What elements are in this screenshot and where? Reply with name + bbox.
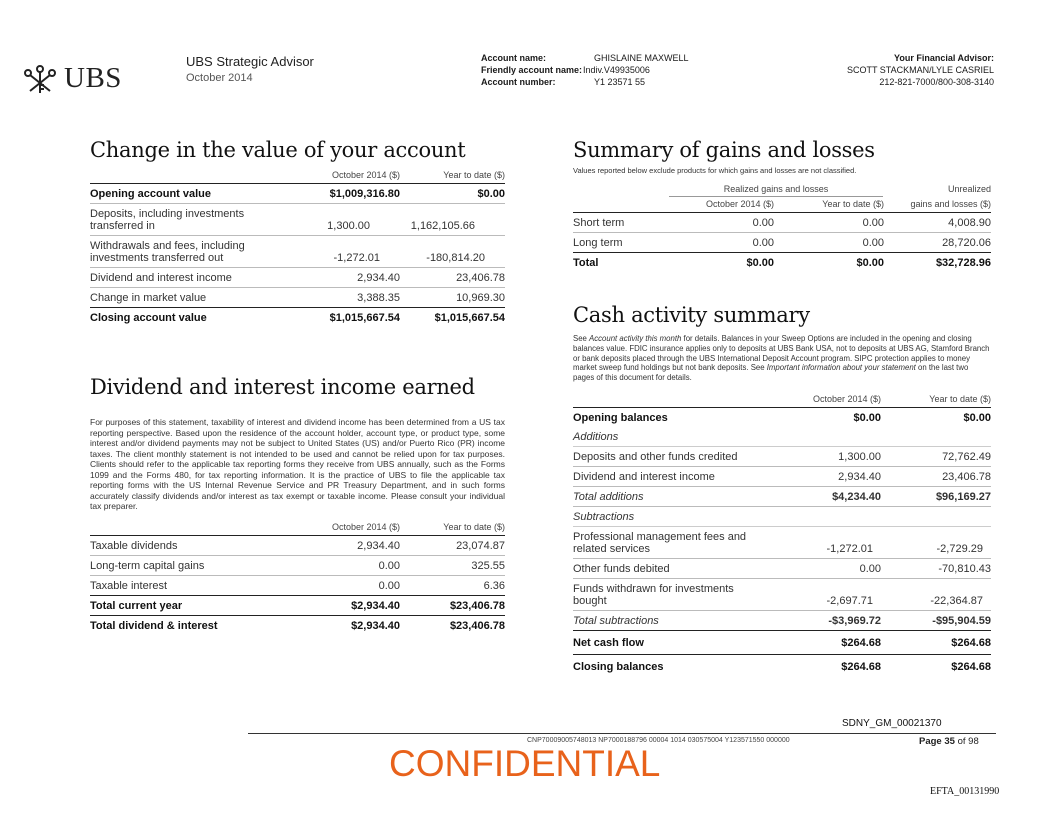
realized-header: Realized gains and losses <box>669 184 883 197</box>
row-value: -1,272.01 <box>333 252 380 264</box>
table-row <box>573 631 991 655</box>
cash-note <box>573 334 991 383</box>
advisor-phone: 212-821-7000/800-308-3140 <box>879 77 994 87</box>
row-value: -22,364.87 <box>930 595 983 607</box>
row-value: -$3,969.72 <box>828 615 881 627</box>
col-header: Year to date ($) <box>822 199 884 209</box>
row-value: 3,388.35 <box>357 292 400 304</box>
row-value: 0.00 <box>378 580 400 592</box>
table-row <box>90 236 505 268</box>
table-row <box>90 536 505 556</box>
row-value: $264.68 <box>841 637 881 649</box>
table-row <box>573 408 991 427</box>
row-value: 1,300.00 <box>327 220 370 232</box>
cash-note-text: See <box>573 334 590 343</box>
row-value: 1,162,105.66 <box>410 220 475 232</box>
dividend-table <box>90 522 505 635</box>
row-value: 0.00 <box>862 217 884 229</box>
row-value: -2,697.71 <box>826 595 873 607</box>
cash-note-text: on the last two pages of this document for details. <box>573 363 969 383</box>
cash-note-text: Important information about your statement <box>766 363 916 373</box>
row-value: $0.00 <box>477 188 505 200</box>
row-label: Total dividend & interest <box>90 620 218 632</box>
table-row <box>90 308 505 327</box>
table-row <box>90 184 505 204</box>
row-value: $1,015,667.54 <box>434 312 505 324</box>
row-label: Opening balances <box>573 412 668 424</box>
row-label: Change in market value <box>90 292 207 304</box>
table-row <box>573 487 991 507</box>
col-header: October 2014 ($) <box>705 199 774 209</box>
col-header: Year to date ($) <box>929 394 991 404</box>
row-label: Total current year <box>90 600 183 612</box>
row-value: $2,934.40 <box>351 600 400 612</box>
row-value: 72,762.49 <box>942 451 991 463</box>
row-value: 23,406.78 <box>942 471 991 483</box>
col-header: October 2014 ($) <box>812 394 881 404</box>
table-row <box>573 233 991 253</box>
advisor-name: SCOTT STACKMAN/LYLE CASRIEL <box>846 65 994 75</box>
row-label: Funds withdrawn for investments bought <box>573 583 734 607</box>
row-value: 0.00 <box>752 217 774 229</box>
cash-note-text: Account activity this month <box>589 334 682 343</box>
row-label: Opening account value <box>90 188 212 200</box>
table-row <box>90 616 505 635</box>
row-label: Long term <box>573 237 623 249</box>
table-row <box>90 288 505 308</box>
row-value: $96,169.27 <box>935 491 991 503</box>
change-title: Change in the value of your account <box>90 138 466 162</box>
table-row <box>90 268 505 288</box>
row-value: $1,009,316.80 <box>329 188 400 200</box>
row-value: $2,934.40 <box>351 620 400 632</box>
footer-rule <box>248 733 996 734</box>
row-value: -180,814.20 <box>426 252 485 264</box>
footer-code: CNP70009005748013 NP7000188796 00004 1014 030575004 Y123571550 000000 <box>527 737 790 744</box>
row-value: 23,406.78 <box>456 272 505 284</box>
efta-number: EFTA_00131990 <box>930 786 1000 797</box>
gains-title: Summary of gains and losses <box>573 138 875 162</box>
statement-period: October 2014 <box>186 72 253 84</box>
row-value: $0.00 <box>853 412 881 424</box>
row-label: Taxable interest <box>90 580 168 592</box>
row-value: $23,406.78 <box>449 600 505 612</box>
row-label: Professional management fees and related services <box>573 531 747 555</box>
row-value: 325.55 <box>471 560 505 572</box>
row-value: 0.00 <box>378 560 400 572</box>
row-label: Deposits, including investments transferred in <box>90 208 245 232</box>
row-label: Long-term capital gains <box>90 560 205 572</box>
row-value: $4,234.40 <box>832 491 881 503</box>
row-value: $0.00 <box>963 412 991 424</box>
page-of: of <box>957 736 966 747</box>
page-number <box>919 736 979 747</box>
product-name: UBS Strategic Advisor <box>186 54 314 69</box>
row-value: 0.00 <box>859 563 881 575</box>
row-label: Closing balances <box>573 661 664 673</box>
row-value: $32,728.96 <box>935 257 991 269</box>
row-value: 6.36 <box>483 580 505 592</box>
friendly-name-label: Friendly account name: <box>481 65 583 75</box>
cash-table <box>573 394 991 678</box>
account-name-value: GHISLAINE MAXWELL <box>594 53 689 63</box>
row-value: $1,015,667.54 <box>329 312 400 324</box>
cash-note-text: for details. Balances in your Sweep Options are included in the opening and closing balances value. FDIC insurance applies only to deposits at UBS Bank USA, not to deposits at UBS AG, Stamford Branch or bank deposits placed through the UBS International Deposit Account program. SIPC protection applies to money market sweep fund holdings but not bank deposits. See <box>573 334 990 373</box>
row-value: $264.68 <box>951 661 991 673</box>
table-row <box>573 527 991 559</box>
unrealized-header: Unrealized <box>947 184 991 194</box>
col-header: Year to date ($) <box>443 522 505 532</box>
gains-table <box>573 184 991 272</box>
product-block <box>186 54 314 84</box>
table-row <box>573 213 991 233</box>
row-value: 0.00 <box>752 237 774 249</box>
table-header <box>90 522 505 536</box>
page-current: 35 <box>944 736 955 747</box>
row-label: Total additions <box>573 491 644 503</box>
page-word: Page <box>919 736 942 747</box>
table-row <box>90 556 505 576</box>
row-label: Total subtractions <box>573 615 659 627</box>
row-value: $264.68 <box>841 661 881 673</box>
col-header: October 2014 ($) <box>331 170 400 180</box>
change-table <box>90 170 505 327</box>
page-total: 98 <box>968 736 979 747</box>
table-header <box>90 170 505 184</box>
row-label: Closing account value <box>90 312 207 324</box>
table-row <box>573 579 991 611</box>
table-row <box>573 611 991 631</box>
row-label: Short term <box>573 217 625 229</box>
gains-note: Values reported below exclude products for which gains and losses are not classified. <box>573 166 857 175</box>
table-row <box>90 576 505 596</box>
table-row <box>573 467 991 487</box>
bates-number: SDNY_GM_00021370 <box>842 718 942 729</box>
row-value: 10,969.30 <box>456 292 505 304</box>
col-header: October 2014 ($) <box>331 522 400 532</box>
row-label: Deposits and other funds credited <box>573 451 738 463</box>
row-value: $0.00 <box>856 257 884 269</box>
row-label: Taxable dividends <box>90 540 178 552</box>
row-value: $0.00 <box>746 257 774 269</box>
row-label: Net cash flow <box>573 637 644 649</box>
account-info <box>481 52 689 88</box>
row-value: 2,934.40 <box>357 540 400 552</box>
row-label: Total <box>573 257 599 269</box>
confidential-stamp: CONFIDENTIAL <box>389 743 661 784</box>
section-label: Subtractions <box>573 507 991 527</box>
cash-title: Cash activity summary <box>573 303 810 327</box>
row-value: 28,720.06 <box>942 237 991 249</box>
row-value: 23,074.87 <box>456 540 505 552</box>
row-value: 2,934.40 <box>838 471 881 483</box>
logo-text: UBS <box>64 62 122 94</box>
ubs-logo <box>20 62 122 95</box>
row-value: 1,300.00 <box>838 451 881 463</box>
table-row <box>90 596 505 616</box>
row-value: -$95,904.59 <box>932 615 991 627</box>
table-row <box>573 253 991 272</box>
col-header: Year to date ($) <box>443 170 505 180</box>
row-value: 4,008.90 <box>948 217 991 229</box>
row-label: Withdrawals and fees, including investments transferred out <box>90 240 245 264</box>
row-value: $23,406.78 <box>449 620 505 632</box>
row-label: Dividend and interest income <box>573 471 715 483</box>
row-value: -70,810.43 <box>938 563 991 575</box>
row-value: $264.68 <box>951 637 991 649</box>
col-header: gains and losses ($) <box>910 199 991 209</box>
table-header <box>573 394 991 408</box>
table-header <box>573 199 991 213</box>
row-label: Other funds debited <box>573 563 670 575</box>
table-row <box>573 447 991 467</box>
section-label: Additions <box>573 427 991 447</box>
dividend-note: For purposes of this statement, taxability of interest and dividend income has been determined from a US tax reporting perspective. Based upon the residence of the account holder, account type, or product type, some interest and/or dividend payments may not be subject to United States (US) and/or Puerto Rico (PR) income taxes. The client monthly statement is not intended to be used and cannot be relied upon for tax purposes. Clients should refer to the applicable tax reporting forms they receive from UBS annually, such as the Forms 1099 and the Forms 480, for tax reporting information. It is the practice of UBS to file the applicable tax reporting forms with the US Internal Revenue Service and PR Treasury Department, and in such forms accurately classify dividends and/or interest as tax exempt or taxable income. Please consult your individual tax preparer. <box>90 417 505 511</box>
account-number-label: Account number: <box>481 77 556 87</box>
financial-advisor <box>847 52 994 88</box>
advisor-title: Your Financial Advisor: <box>893 53 994 63</box>
row-value: -2,729.29 <box>936 543 983 555</box>
row-value: 2,934.40 <box>357 272 400 284</box>
table-row <box>573 559 991 579</box>
friendly-name-value: Indiv.V49935006 <box>583 65 650 75</box>
table-row <box>90 204 505 236</box>
account-number-value: Y1 23571 55 <box>594 77 646 87</box>
dividend-title: Dividend and interest income earned <box>90 375 475 399</box>
row-value: -1,272.01 <box>826 543 873 555</box>
account-name-label: Account name: <box>481 53 547 63</box>
row-label: Dividend and interest income <box>90 272 232 284</box>
ubs-keys-icon <box>20 63 60 95</box>
row-value: 0.00 <box>862 237 884 249</box>
table-row <box>573 655 991 678</box>
